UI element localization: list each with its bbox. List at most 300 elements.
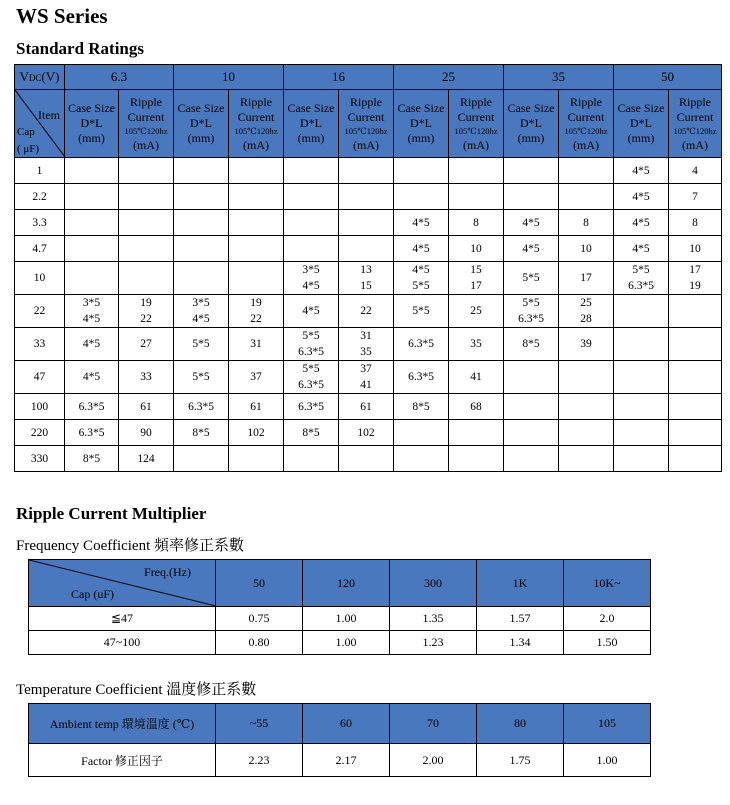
ripple-current-cell <box>119 262 174 295</box>
rating-row <box>15 262 722 295</box>
ripple-current-value: 22 <box>360 305 372 317</box>
ripple-current-value: 15 <box>360 280 372 292</box>
ripple-current-cell <box>449 328 504 361</box>
ripple-current-value: 19 <box>689 280 701 292</box>
rating-row <box>15 328 722 361</box>
ripple-current-cell <box>449 394 504 420</box>
case-size-cell <box>394 236 449 262</box>
temperature-coefficient-table <box>28 703 651 777</box>
case-size-cell <box>504 394 559 420</box>
ripple-current-value: 10 <box>470 242 482 255</box>
freq-value: 1.50 <box>564 631 651 655</box>
case-size-value: 6.3*5 <box>408 371 434 383</box>
case-size-cell <box>65 446 119 472</box>
ripple-current-cell <box>119 420 174 446</box>
ripple-current-cell <box>229 446 284 472</box>
voltage-header: 16 <box>284 65 394 90</box>
ripple-current-cell <box>339 236 394 262</box>
case-size-value: 4*5 <box>632 242 650 255</box>
ripple-current-cell <box>559 184 614 210</box>
case-size-cell <box>504 361 559 394</box>
ripple-current-cell <box>559 262 614 295</box>
case-size-cell <box>284 361 339 394</box>
ripple-current-cell <box>559 295 614 328</box>
cap-value: 4.7 <box>15 236 65 262</box>
case-size-value: 4*5 <box>632 190 650 203</box>
freq-column-header: 300 <box>390 560 477 607</box>
ripple-current-cell <box>559 210 614 236</box>
case-size-value: 6.3*5 <box>408 338 434 350</box>
case-size-cell <box>174 236 229 262</box>
ripple-current-value: 39 <box>580 338 592 350</box>
ripple-current-cell <box>119 158 174 184</box>
case-size-value: 4*5 <box>522 216 540 229</box>
case-size-value: 8*5 <box>522 338 540 350</box>
case-size-cell <box>504 158 559 184</box>
case-size-value: 4*5 <box>522 242 540 255</box>
case-size-cell <box>65 420 119 446</box>
cap-value: 100 <box>15 394 65 420</box>
rating-row <box>15 184 722 210</box>
ripple-current-value: 15 <box>470 264 482 276</box>
ripple-current-header: Ripple Current 105℃120hz (mA) <box>229 90 284 158</box>
case-size-header: Case Size D*L (mm) <box>284 90 339 158</box>
ripple-current-value: 25 <box>470 305 482 317</box>
case-size-cell <box>394 295 449 328</box>
ripple-current-value: 17 <box>470 280 482 292</box>
freq-value: 2.0 <box>564 607 651 631</box>
case-size-cell <box>614 328 669 361</box>
ripple-current-cell <box>449 158 504 184</box>
ripple-current-value: 35 <box>360 346 372 358</box>
case-size-value: 4*5 <box>412 264 430 276</box>
case-size-cell <box>614 158 669 184</box>
case-size-cell <box>174 295 229 328</box>
rating-row <box>15 295 722 328</box>
case-size-value: 8*5 <box>412 400 430 413</box>
ripple-current-cell <box>449 184 504 210</box>
ripple-current-cell <box>669 394 722 420</box>
ripple-current-cell <box>339 420 394 446</box>
freq-value: 1.00 <box>303 631 390 655</box>
case-size-cell <box>65 295 119 328</box>
case-size-value: 3*5 <box>302 264 320 276</box>
freq-value: 0.80 <box>216 631 303 655</box>
ripple-current-cell <box>669 361 722 394</box>
freq-row-label: ≦47 <box>29 607 216 631</box>
ripple-current-cell <box>669 420 722 446</box>
ripple-current-cell <box>449 236 504 262</box>
ripple-current-cell <box>119 295 174 328</box>
case-size-value: 8*5 <box>302 426 320 439</box>
case-size-cell <box>394 446 449 472</box>
case-size-cell <box>614 236 669 262</box>
ripple-current-cell <box>119 361 174 394</box>
ripple-current-value: 68 <box>470 400 482 413</box>
freq-row <box>29 631 651 655</box>
case-size-value: 6.3*5 <box>298 379 324 391</box>
case-size-cell <box>504 446 559 472</box>
cap-value: 330 <box>15 446 65 472</box>
freq-column-header: 50 <box>216 560 303 607</box>
case-size-value: 5*5 <box>412 280 430 292</box>
case-size-cell <box>504 328 559 361</box>
ripple-current-value: 22 <box>140 313 152 325</box>
case-size-cell <box>394 210 449 236</box>
ripple-current-value: 28 <box>580 313 592 325</box>
case-size-cell <box>614 446 669 472</box>
ripple-current-cell <box>669 210 722 236</box>
freq-column-header: 10K~ <box>564 560 651 607</box>
rating-row <box>15 158 722 184</box>
case-size-cell <box>174 184 229 210</box>
case-size-cell <box>174 262 229 295</box>
ripple-current-cell <box>229 361 284 394</box>
ripple-current-cell <box>669 184 722 210</box>
ripple-current-header: Ripple Current 105℃120hz (mA) <box>339 90 394 158</box>
temp-column-header: 105 <box>564 704 651 744</box>
ripple-current-cell <box>119 184 174 210</box>
case-size-value: 5*5 <box>302 363 320 375</box>
case-size-value: 5*5 <box>192 371 210 383</box>
ripple-current-header: Ripple Current 105℃120hz (mA) <box>669 90 722 158</box>
case-size-value: 6.3*5 <box>298 346 324 358</box>
case-size-cell <box>65 184 119 210</box>
ripple-current-cell <box>559 158 614 184</box>
case-size-cell <box>284 184 339 210</box>
ripple-current-value: 10 <box>689 242 701 255</box>
case-size-value: 5*5 <box>522 272 540 284</box>
voltage-header: 50 <box>614 65 722 90</box>
case-size-cell <box>504 236 559 262</box>
ripple-current-value: 22 <box>250 313 262 325</box>
ripple-current-value: 4 <box>692 164 698 177</box>
freq-value: 1.57 <box>477 607 564 631</box>
frequency-coefficient-heading: Frequency Coefficient 頻率修正系數 <box>16 538 245 554</box>
ripple-current-cell <box>229 210 284 236</box>
case-size-value: 4*5 <box>302 305 320 317</box>
cap-value: 2.2 <box>15 184 65 210</box>
ripple-current-value: 33 <box>140 371 152 383</box>
ripple-current-cell <box>229 236 284 262</box>
ripple-current-value: 8 <box>473 216 479 229</box>
ripple-current-value: 13 <box>360 264 372 276</box>
vdc-label: VDC(V) <box>15 65 65 90</box>
ripple-current-cell <box>669 262 722 295</box>
freq-label: Freq.(Hz) <box>144 565 191 579</box>
cap-uf-label: Cap (uF) <box>71 587 114 601</box>
ripple-current-value: 31 <box>250 338 262 350</box>
ripple-current-cell <box>229 184 284 210</box>
series-title: WS Series <box>16 4 108 28</box>
ripple-current-value: 37 <box>250 371 262 383</box>
freq-value: 1.35 <box>390 607 477 631</box>
freq-cap-corner <box>29 560 216 607</box>
ripple-current-value: 8 <box>692 216 698 229</box>
case-size-cell <box>614 394 669 420</box>
factor-label: Factor 修正因子 <box>29 744 216 777</box>
case-size-cell <box>504 184 559 210</box>
case-size-value: 5*5 <box>632 264 650 276</box>
cap-value: 1 <box>15 158 65 184</box>
ripple-current-cell <box>339 361 394 394</box>
case-size-cell <box>284 295 339 328</box>
case-size-cell <box>504 262 559 295</box>
ripple-current-cell <box>559 236 614 262</box>
cap-value: 10 <box>15 262 65 295</box>
case-size-cell <box>174 446 229 472</box>
ripple-current-cell <box>229 394 284 420</box>
case-size-value: 3*5 <box>192 297 210 309</box>
case-size-cell <box>284 420 339 446</box>
ripple-current-value: 102 <box>357 426 375 439</box>
case-size-value: 5*5 <box>192 338 210 350</box>
ripple-current-cell <box>339 184 394 210</box>
case-size-value: 4*5 <box>82 313 101 325</box>
freq-value: 1.34 <box>477 631 564 655</box>
case-size-value: 6.3*5 <box>78 426 105 439</box>
case-size-header: Case Size D*L (mm) <box>394 90 449 158</box>
ripple-current-cell <box>229 262 284 295</box>
case-size-value: 6.3*5 <box>628 280 654 292</box>
cap-value: 22 <box>15 295 65 328</box>
factor-value: 2.00 <box>390 744 477 777</box>
ripple-current-cell <box>339 210 394 236</box>
ripple-current-cell <box>119 210 174 236</box>
item-cap-corner <box>15 90 65 158</box>
ripple-current-value: 25 <box>580 297 592 309</box>
ripple-current-cell <box>119 236 174 262</box>
ripple-current-value: 19 <box>250 297 262 309</box>
ripple-current-value: 41 <box>470 371 482 383</box>
freq-column-header: 120 <box>303 560 390 607</box>
ripple-current-value: 61 <box>360 400 372 413</box>
ripple-current-cell <box>669 328 722 361</box>
ripple-current-cell <box>449 361 504 394</box>
ripple-current-cell <box>449 420 504 446</box>
standard-ratings-heading: Standard Ratings <box>16 39 145 58</box>
case-size-value: 5*5 <box>412 305 430 317</box>
case-size-value: 4*5 <box>82 371 101 383</box>
case-size-header: Case Size D*L (mm) <box>504 90 559 158</box>
ripple-current-cell <box>559 328 614 361</box>
case-size-cell <box>284 210 339 236</box>
ripple-current-cell <box>669 158 722 184</box>
case-size-cell <box>394 158 449 184</box>
cap-label: Cap ( μF) <box>17 126 40 155</box>
case-size-value: 4*5 <box>412 242 430 255</box>
ripple-current-cell <box>669 236 722 262</box>
voltage-header: 25 <box>394 65 504 90</box>
case-size-header: Case Size D*L (mm) <box>65 90 119 158</box>
case-size-value: 4*5 <box>192 313 210 325</box>
voltage-header: 35 <box>504 65 614 90</box>
case-size-cell <box>394 420 449 446</box>
freq-value: 0.75 <box>216 607 303 631</box>
ripple-current-value: 61 <box>140 400 152 413</box>
frequency-coefficient-table <box>28 559 651 655</box>
freq-value: 1.23 <box>390 631 477 655</box>
temp-column-header: ~55 <box>216 704 303 744</box>
cap-value: 220 <box>15 420 65 446</box>
case-size-header: Case Size D*L (mm) <box>614 90 669 158</box>
case-size-value: 8*5 <box>82 452 101 465</box>
case-size-cell <box>65 361 119 394</box>
item-label: Item <box>38 108 60 122</box>
freq-header-row <box>29 560 651 607</box>
case-size-cell <box>614 262 669 295</box>
factor-value: 2.23 <box>216 744 303 777</box>
standard-ratings-table <box>14 64 722 472</box>
case-size-value: 5*5 <box>302 330 320 342</box>
case-size-value: 6.3*5 <box>518 313 544 325</box>
case-size-cell <box>65 158 119 184</box>
ripple-current-cell <box>449 262 504 295</box>
factor-row <box>29 744 651 777</box>
cap-value: 3.3 <box>15 210 65 236</box>
ripple-current-cell <box>669 295 722 328</box>
ripple-current-value: 17 <box>580 272 592 284</box>
case-size-cell <box>174 394 229 420</box>
ripple-current-cell <box>229 328 284 361</box>
case-size-value: 5*5 <box>522 297 540 309</box>
case-size-cell <box>65 394 119 420</box>
case-size-value: 4*5 <box>82 338 101 350</box>
case-size-value: 6.3*5 <box>188 400 214 413</box>
voltage-header-row <box>15 65 722 90</box>
voltage-header: 10 <box>174 65 284 90</box>
freq-row <box>29 607 651 631</box>
ripple-current-value: 41 <box>360 379 372 391</box>
ripple-current-header: Ripple Current 105℃120hz (mA) <box>559 90 614 158</box>
factor-value: 1.75 <box>477 744 564 777</box>
case-size-cell <box>284 328 339 361</box>
ripple-current-cell <box>119 328 174 361</box>
ripple-current-cell <box>119 446 174 472</box>
ripple-current-value: 19 <box>140 297 152 309</box>
rating-row <box>15 446 722 472</box>
temp-column-header: 60 <box>303 704 390 744</box>
case-size-cell <box>174 420 229 446</box>
case-size-value: 6.3*5 <box>298 400 324 413</box>
case-size-cell <box>504 210 559 236</box>
ripple-current-cell <box>449 295 504 328</box>
ripple-current-cell <box>229 420 284 446</box>
ripple-current-value: 8 <box>583 216 589 229</box>
ripple-current-value: 7 <box>692 190 698 203</box>
ripple-current-cell <box>559 420 614 446</box>
case-size-cell <box>284 446 339 472</box>
case-size-value: 6.3*5 <box>78 400 105 413</box>
case-size-cell <box>504 295 559 328</box>
case-size-cell <box>65 262 119 295</box>
case-size-cell <box>614 210 669 236</box>
ripple-current-header: Ripple Current 105℃120hz (mA) <box>119 90 174 158</box>
cap-value: 33 <box>15 328 65 361</box>
factor-value: 2.17 <box>303 744 390 777</box>
case-size-cell <box>394 328 449 361</box>
case-size-cell <box>394 361 449 394</box>
freq-column-header: 1K <box>477 560 564 607</box>
temp-column-header: 70 <box>390 704 477 744</box>
ripple-current-cell <box>559 394 614 420</box>
temp-column-header: 80 <box>477 704 564 744</box>
case-size-cell <box>174 210 229 236</box>
case-size-cell <box>65 236 119 262</box>
case-size-cell <box>174 328 229 361</box>
ripple-current-value: 17 <box>689 264 701 276</box>
case-size-cell <box>284 394 339 420</box>
rating-row <box>15 210 722 236</box>
case-size-cell <box>614 361 669 394</box>
ripple-current-cell <box>339 328 394 361</box>
case-size-value: 4*5 <box>412 216 430 229</box>
case-size-cell <box>174 361 229 394</box>
case-size-cell <box>174 158 229 184</box>
item-header-row <box>15 90 722 158</box>
case-size-cell <box>394 184 449 210</box>
temperature-coefficient-heading: Temperature Coefficient 溫度修正系數 <box>16 682 257 698</box>
cap-value: 47 <box>15 361 65 394</box>
ripple-current-value: 90 <box>140 426 152 439</box>
ripple-current-value: 35 <box>470 338 482 350</box>
case-size-value: 4*5 <box>302 280 320 292</box>
case-size-cell <box>614 295 669 328</box>
ripple-current-cell <box>229 295 284 328</box>
ripple-current-cell <box>559 446 614 472</box>
case-size-cell <box>284 158 339 184</box>
ripple-current-value: 37 <box>360 363 372 375</box>
freq-row-label: 47~100 <box>29 631 216 655</box>
case-size-cell <box>284 236 339 262</box>
freq-value: 1.00 <box>303 607 390 631</box>
ripple-current-cell <box>339 446 394 472</box>
voltage-header: 6.3 <box>65 65 174 90</box>
ripple-current-header: Ripple Current 105℃120hz (mA) <box>449 90 504 158</box>
rating-row <box>15 394 722 420</box>
ripple-current-cell <box>229 158 284 184</box>
ripple-current-cell <box>339 158 394 184</box>
ripple-current-cell <box>339 295 394 328</box>
ripple-current-value: 31 <box>360 330 372 342</box>
temp-header-row <box>29 704 651 744</box>
ripple-current-value: 102 <box>247 426 265 439</box>
rating-row <box>15 236 722 262</box>
rating-row <box>15 361 722 394</box>
case-size-cell <box>65 328 119 361</box>
ripple-current-cell <box>449 446 504 472</box>
ripple-current-cell <box>449 210 504 236</box>
ripple-current-value: 27 <box>140 338 152 350</box>
ambient-temp-label: Ambient temp 環境溫度 (℃) <box>29 704 216 744</box>
rating-row <box>15 420 722 446</box>
ripple-current-value: 124 <box>137 452 155 465</box>
case-size-cell <box>504 420 559 446</box>
case-size-value: 8*5 <box>192 426 210 439</box>
case-size-header: Case Size D*L (mm) <box>174 90 229 158</box>
ripple-current-cell <box>559 361 614 394</box>
case-size-value: 3*5 <box>82 297 101 309</box>
factor-value: 1.00 <box>564 744 651 777</box>
case-size-cell <box>284 262 339 295</box>
ripple-current-cell <box>669 446 722 472</box>
case-size-cell <box>65 210 119 236</box>
ripple-current-value: 10 <box>580 242 592 255</box>
case-size-cell <box>394 262 449 295</box>
case-size-value: 4*5 <box>632 164 650 177</box>
ripple-current-cell <box>119 394 174 420</box>
ripple-current-cell <box>339 262 394 295</box>
